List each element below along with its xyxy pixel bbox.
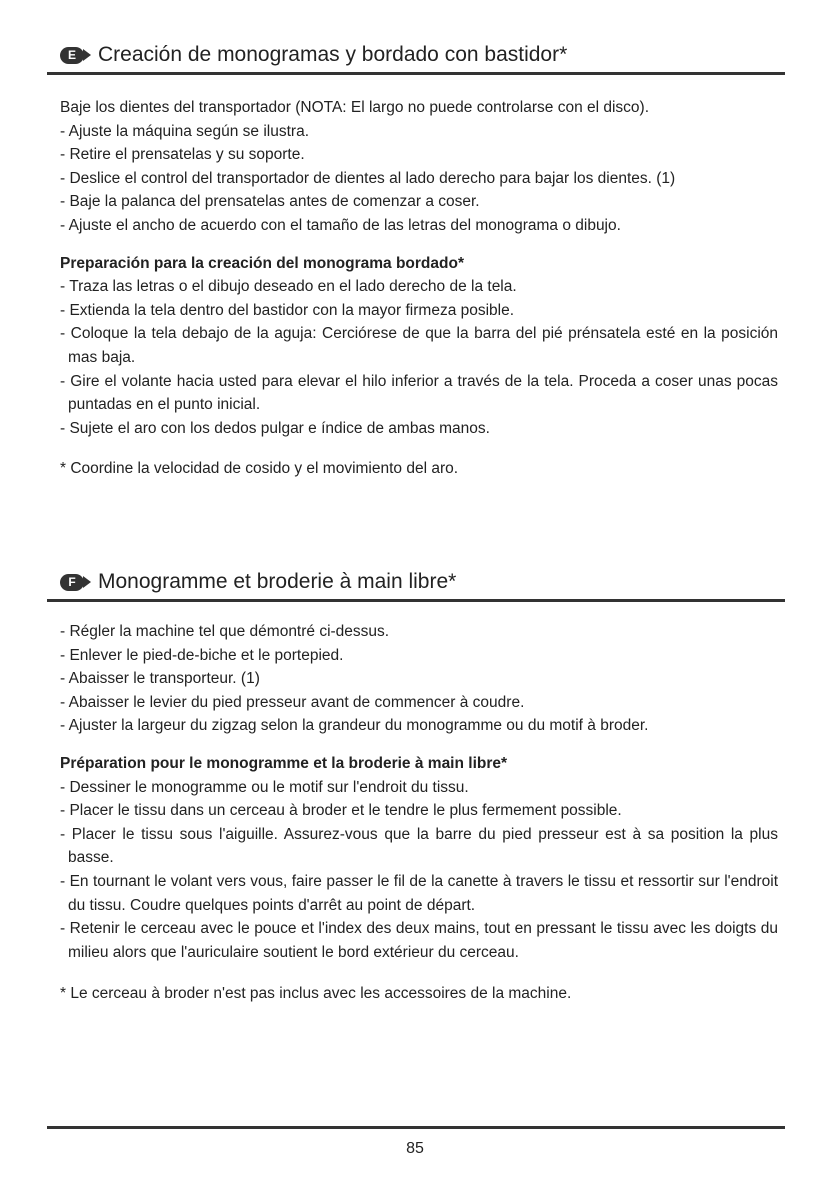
footer-divider xyxy=(47,1126,785,1129)
list-item: - Deslice el control del transportador de dientes al lado derecho para bajar los dientes. (1) xyxy=(60,169,676,187)
subheading: Préparation pour le monogramme et la broderie à main libre* xyxy=(60,754,508,772)
section-f-heading xyxy=(60,570,456,594)
list-item: - Baje la palanca del prensatelas antes de comenzar a coser. xyxy=(60,193,480,211)
list-item: - Dessiner le monogramme ou le motif sur l'endroit du tissu. xyxy=(60,778,469,796)
list-item: - En tournant le volant vers vous, faire passer le fil de la canette à travers le tissu et ressortir sur l'endroit du tissu. Coudre quelques points d'arrêt au point de départ. xyxy=(60,872,778,914)
list-item: - Coloque la tela debajo de la aguja: Cerciórese de que la barra del pié prénsatela esté en la posición mas baja. xyxy=(60,325,778,366)
list-item: - Ajuste la máquina según se ilustra. xyxy=(60,122,309,140)
page-number: 85 xyxy=(406,1140,424,1157)
section-e-title: Creación de monogramas y bordado con bastidor* xyxy=(98,43,568,66)
section-f-body xyxy=(60,620,778,1006)
list-item: - Placer le tissu dans un cerceau à broder et le tendre le plus fermement possible. xyxy=(60,802,622,820)
list-item: - Gire el volante hacia usted para elevar el hilo inferior a través de la tela. Proceda a coser unas pocas puntadas en el punto inicial. xyxy=(60,372,778,414)
footnote: * Coordine la velocidad de cosido y el movimiento del aro. xyxy=(60,460,459,478)
footnote: * Le cerceau à broder n'est pas inclus avec les accessoires de la machine. xyxy=(60,985,572,1003)
list-item: - Enlever le pied-de-biche et le portepied. xyxy=(60,646,344,664)
list-item: - Retenir le cerceau avec le pouce et l'index des deux mains, tout en pressant le tissu avec les doigts du milieu alors que l'auriculaire soutient le bord extérieur du cerceau. xyxy=(60,920,778,961)
list-item: - Ajuster la largeur du zigzag selon la grandeur du monogramme ou du motif à broder. xyxy=(60,717,649,735)
list-item: - Régler la machine tel que démontré ci-dessus. xyxy=(60,623,390,640)
list-item: - Traza las letras o el dibujo deseado en el lado derecho de la tela. xyxy=(60,278,517,296)
intro: Baje los dientes del transportador (NOTA: El largo no puede controlarse con el disco). xyxy=(60,99,650,116)
list-item: - Ajuste el ancho de acuerdo con el tamaño de las letras del monograma o dibujo. xyxy=(60,216,621,234)
list-item: - Sujete el aro con los dedos pulgar e índice de ambas manos. xyxy=(60,419,490,437)
divider xyxy=(47,599,785,602)
section-f-title: Monogramme et broderie à main libre* xyxy=(98,570,457,593)
list-item: - Extienda la tela dentro del bastidor con la mayor firmeza posible. xyxy=(60,301,515,319)
divider xyxy=(47,72,785,75)
list-item: - Retire el prensatelas y su soporte. xyxy=(60,146,305,164)
list-item: - Abaisser le levier du pied presseur avant de commencer à coudre. xyxy=(60,693,525,711)
list-item: - Abaisser le transporteur. (1) xyxy=(60,670,260,688)
section-e-body xyxy=(60,96,778,481)
section-e-badge-icon: E xyxy=(60,47,91,64)
section-f-badge-icon: F xyxy=(60,574,91,591)
subheading: Preparación para la creación del monograma bordado* xyxy=(60,254,464,272)
section-e-heading xyxy=(60,43,567,67)
list-item: - Placer le tissu sous l'aiguille. Assurez-vous que la barre du pied presseur est à sa position la plus basse. xyxy=(60,825,778,867)
